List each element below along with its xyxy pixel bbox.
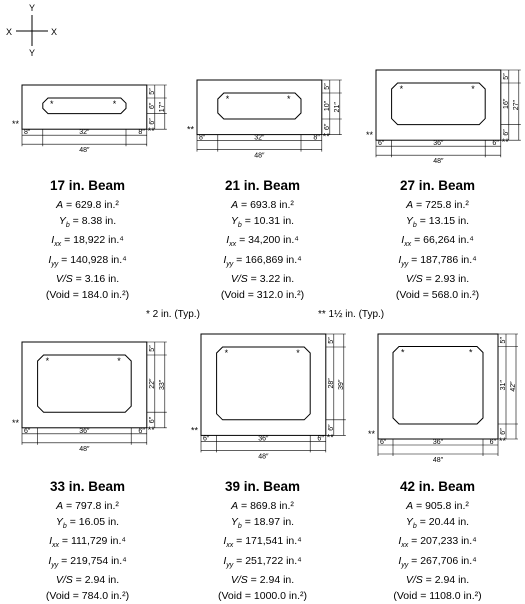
void-value: (Void = 184.0 in.²) bbox=[45, 288, 130, 301]
axis-label-x-right: X bbox=[51, 27, 58, 37]
chamfer-marker: * bbox=[469, 347, 473, 358]
vs-value: 2.93 in. bbox=[434, 273, 470, 286]
vs-value: 3.22 in. bbox=[259, 273, 295, 286]
beam-title: 42 in. Beam bbox=[399, 479, 476, 494]
axis-label-x-left: X bbox=[6, 27, 13, 37]
yb-value: 16.05 in. bbox=[78, 515, 120, 528]
total-height-dimension: 17″ bbox=[158, 101, 166, 113]
beam-title: 21 in. Beam bbox=[224, 178, 301, 193]
ixx-value: 18,922 in.⁴ bbox=[73, 234, 124, 247]
total-width-dimension: 48″ bbox=[79, 445, 90, 453]
void-height-dimension: 16″ bbox=[502, 98, 510, 109]
iyy-value: 251,722 in.⁴ bbox=[245, 554, 302, 567]
area-value: 797.8 in.² bbox=[75, 500, 119, 512]
beam-outline bbox=[376, 70, 501, 140]
total-height-dimension: 27″ bbox=[512, 99, 520, 111]
fillet-marker: ** bbox=[187, 124, 195, 135]
axis-label-y-top: Y bbox=[29, 3, 36, 13]
beam-properties: A = 905.8 in.² $Y_b = 20.44$ in. $I_{xx} = 207,233$ in.⁴ $I_{yy} = 267,706$ in.⁴ V/S = 2.94 in. (Void = 1108.0 in.²) bbox=[350, 499, 525, 604]
fillet-marker: ** bbox=[322, 131, 330, 142]
axis-label-y-bottom: Y bbox=[29, 48, 36, 58]
side-right-dimension: 8″ bbox=[313, 134, 320, 142]
chamfer-marker: * bbox=[117, 356, 121, 366]
area-value: 693.8 in.² bbox=[250, 199, 294, 211]
beam-outline bbox=[197, 80, 322, 135]
side-left-dimension: 8″ bbox=[24, 129, 31, 137]
total-height-dimension: 21″ bbox=[333, 102, 341, 113]
chamfer-marker: * bbox=[399, 84, 404, 94]
void-height-dimension: 22″ bbox=[148, 378, 156, 389]
side-left-dimension: 8″ bbox=[199, 134, 206, 142]
chamfer-marker: * bbox=[45, 356, 50, 366]
void-height-dimension: 31″ bbox=[500, 380, 507, 391]
total-width-dimension: 48″ bbox=[258, 453, 269, 461]
fillet-marker: ** bbox=[191, 425, 199, 436]
area-value: 725.8 in.² bbox=[425, 199, 469, 211]
side-right-dimension: 6″ bbox=[138, 427, 145, 435]
axis-legend bbox=[0, 0, 70, 60]
iyy-value: 166,869 in.⁴ bbox=[245, 253, 302, 266]
beam-title: 27 in. Beam bbox=[399, 178, 476, 193]
area-value: 905.8 in.² bbox=[425, 500, 469, 512]
total-height-dimension: 39″ bbox=[337, 379, 345, 390]
fillet-marker: ** bbox=[147, 126, 155, 137]
ixx-value: 66,264 in.⁴ bbox=[423, 234, 474, 247]
section-42-drawing bbox=[350, 326, 525, 474]
bottom-flange-dimension: 6″ bbox=[148, 416, 156, 424]
beam-title: 33 in. Beam bbox=[49, 479, 126, 494]
void-height-dimension: 6″ bbox=[148, 102, 156, 109]
area-value: 629.8 in.² bbox=[75, 199, 119, 211]
bottom-flange-dimension: 6″ bbox=[327, 424, 335, 431]
top-flange-dimension: 5″ bbox=[327, 337, 335, 344]
total-width-dimension: 48″ bbox=[79, 147, 90, 155]
section-33-drawing bbox=[0, 326, 175, 474]
fillet-marker: ** bbox=[366, 130, 374, 141]
beam-properties: A = 693.8 in.² $Y_b = 10.31$ in. $I_{xx} = 34,200$ in.⁴ $I_{yy} = 166,869$ in.⁴ V/S = 3.22 in. (Void = 312.0 in.²) bbox=[175, 198, 350, 303]
total-height-dimension: 42″ bbox=[510, 381, 517, 392]
beam-outline bbox=[22, 85, 147, 129]
side-right-dimension: 6″ bbox=[489, 439, 496, 446]
section-21-drawing bbox=[175, 60, 350, 172]
top-flange-dimension: 5″ bbox=[502, 73, 510, 80]
top-flange-dimension: 5″ bbox=[323, 83, 331, 90]
ixx-value: 111,729 in.⁴ bbox=[70, 535, 126, 548]
total-height-dimension: 33″ bbox=[158, 379, 166, 391]
iyy-value: 140,928 in.⁴ bbox=[70, 253, 127, 266]
fillet-marker: ** bbox=[501, 137, 509, 148]
chamfer-marker: * bbox=[50, 99, 54, 109]
side-right-dimension: 6″ bbox=[317, 435, 324, 443]
chamfer-marker: * bbox=[401, 347, 405, 358]
void-width-dimension: 36″ bbox=[433, 140, 444, 148]
void-value: (Void = 568.0 in.²) bbox=[395, 288, 480, 301]
fillet-marker: ** bbox=[499, 436, 507, 446]
chamfer-marker: * bbox=[287, 94, 291, 104]
chamfer-marker: * bbox=[296, 348, 300, 358]
yb-value: 8.38 in. bbox=[81, 214, 117, 227]
vs-value: 2.94 in. bbox=[259, 574, 295, 587]
side-left-dimension: 6″ bbox=[378, 140, 385, 148]
beam-properties: A = 797.8 in.² $Y_b = 16.05$ in. $I_{xx} = 111,729$ in.⁴ $I_{yy} = 219,754$ in.⁴ V/S = 2.94 in. (Void = 784.0 in.²) bbox=[0, 499, 175, 604]
ixx-value: 171,541 in.⁴ bbox=[245, 535, 302, 548]
beam-properties: A = 725.8 in.² $Y_b = 13.15$ in. $I_{xx} = 66,264$ in.⁴ $I_{yy} = 187,786$ in.⁴ V/S = 2.93 in. (Void = 568.0 in.²) bbox=[350, 198, 525, 303]
side-right-dimension: 8″ bbox=[138, 129, 145, 137]
void-value: (Void = 1000.0 in.²) bbox=[217, 589, 307, 602]
chamfer-marker: * bbox=[471, 84, 475, 94]
iyy-value: 219,754 in.⁴ bbox=[70, 554, 127, 567]
void-width-dimension: 36″ bbox=[79, 427, 90, 435]
void-height-dimension: 28″ bbox=[327, 378, 335, 389]
chamfer-marker: * bbox=[112, 99, 117, 109]
void-width-dimension: 32″ bbox=[79, 129, 90, 137]
beam-title: 39 in. Beam bbox=[224, 479, 301, 494]
fillet-marker: ** bbox=[326, 432, 334, 443]
fillet-marker: ** bbox=[12, 417, 20, 428]
void-height-dimension: 10″ bbox=[323, 100, 331, 112]
bottom-flange-dimension: 6″ bbox=[148, 118, 156, 125]
top-flange-dimension: 5″ bbox=[500, 337, 507, 344]
void-width-dimension: 36″ bbox=[432, 439, 444, 446]
vs-value: 3.16 in. bbox=[84, 273, 120, 286]
vs-value: 2.94 in. bbox=[84, 574, 120, 587]
void-width-dimension: 32″ bbox=[254, 134, 265, 142]
fillet-marker: ** bbox=[12, 119, 20, 130]
side-left-dimension: 6″ bbox=[203, 435, 210, 443]
chamfer-marker: * bbox=[225, 94, 230, 104]
section-39-drawing bbox=[175, 326, 350, 474]
vs-value: 2.94 in. bbox=[434, 574, 470, 587]
iyy-value: 267,706 in.⁴ bbox=[420, 554, 477, 567]
void-value: (Void = 312.0 in.²) bbox=[220, 288, 305, 301]
fillet-marker: ** bbox=[147, 424, 155, 435]
fillet-note: ** 1½ in. (Typ.) bbox=[318, 309, 385, 320]
chamfer-marker: * bbox=[224, 348, 229, 358]
bottom-flange-dimension: 6″ bbox=[502, 129, 510, 136]
void-value: (Void = 1108.0 in.²) bbox=[393, 589, 482, 602]
yb-value: 18.97 in. bbox=[253, 515, 295, 528]
top-flange-dimension: 5″ bbox=[148, 345, 156, 352]
beam-title: 17 in. Beam bbox=[49, 178, 126, 193]
bottom-flange-dimension: 6″ bbox=[500, 428, 507, 435]
yb-value: 20.44 in. bbox=[428, 515, 470, 528]
bottom-flange-dimension: 6″ bbox=[323, 123, 331, 130]
section-27-drawing bbox=[350, 60, 525, 172]
beam-properties: A = 629.8 in.² $Y_b = 8.38$ in. $I_{xx} = 18,922$ in.⁴ $I_{yy} = 140,928$ in.⁴ V/S = 3.16 in. (Void = 184.0 in.²) bbox=[0, 198, 175, 303]
fillet-marker: ** bbox=[368, 429, 376, 439]
void-value: (Void = 784.0 in.²) bbox=[45, 589, 130, 602]
section-17-drawing bbox=[0, 60, 175, 172]
top-flange-dimension: 5″ bbox=[148, 88, 156, 95]
beam-properties: A = 869.8 in.² $Y_b = 18.97$ in. $I_{xx} = 171,541$ in.⁴ $I_{yy} = 251,722$ in.⁴ V/S = 2.94 in. (Void = 1000.0 in.²) bbox=[175, 499, 350, 604]
ixx-value: 34,200 in.⁴ bbox=[248, 234, 299, 247]
side-left-dimension: 6″ bbox=[380, 439, 387, 446]
void-outline bbox=[393, 347, 483, 425]
total-width-dimension: 48″ bbox=[432, 457, 444, 464]
area-value: 869.8 in.² bbox=[250, 500, 294, 512]
yb-value: 10.31 in. bbox=[253, 214, 295, 227]
total-width-dimension: 48″ bbox=[433, 158, 444, 166]
yb-value: 13.15 in. bbox=[428, 214, 470, 227]
ixx-value: 207,233 in.⁴ bbox=[420, 535, 477, 548]
side-right-dimension: 6″ bbox=[492, 140, 499, 148]
chamfer-note: * 2 in. (Typ.) bbox=[146, 309, 200, 320]
total-width-dimension: 48″ bbox=[254, 152, 265, 160]
iyy-value: 187,786 in.⁴ bbox=[420, 253, 477, 266]
void-width-dimension: 36″ bbox=[258, 435, 269, 443]
side-left-dimension: 6″ bbox=[24, 427, 31, 435]
